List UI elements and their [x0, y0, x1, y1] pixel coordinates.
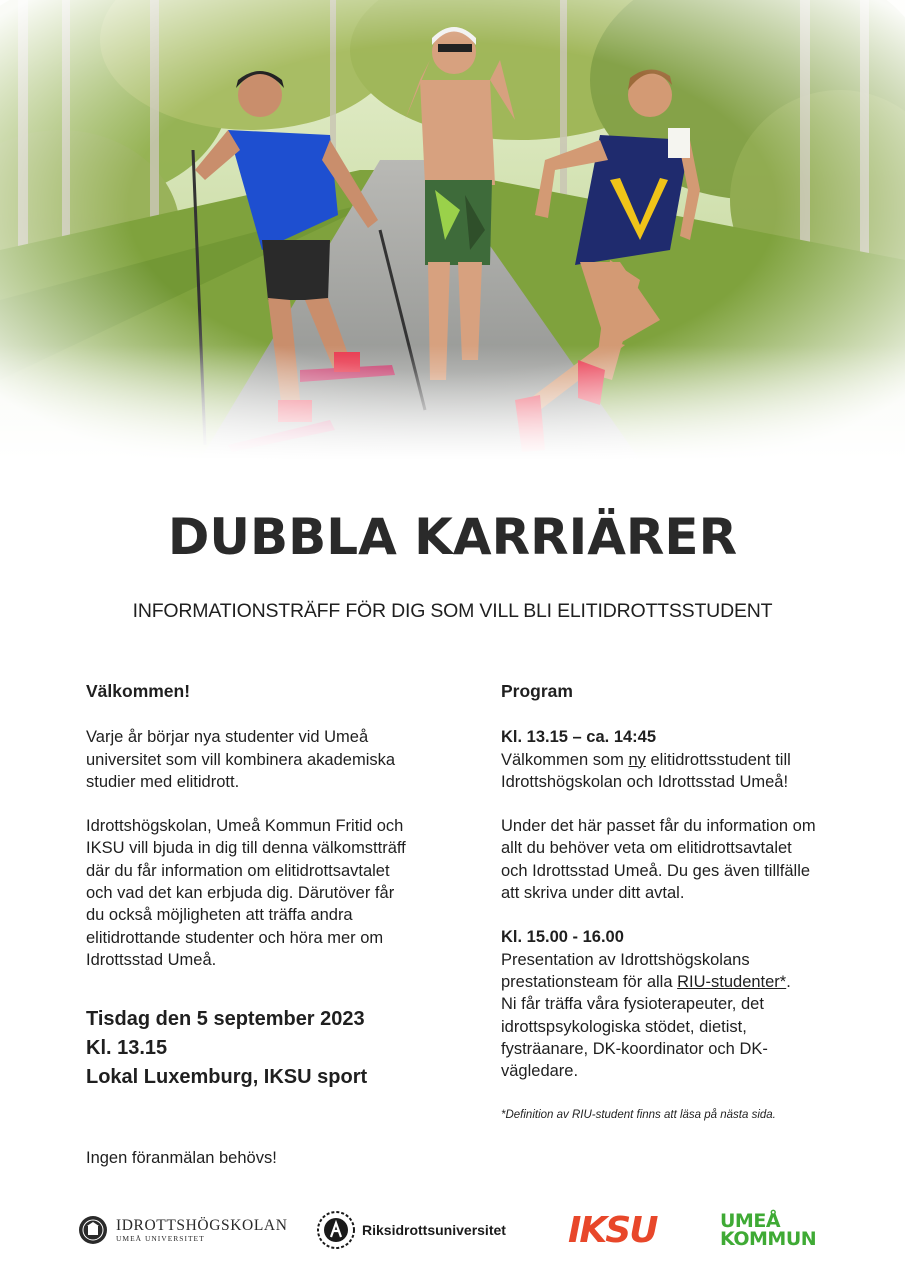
riu-footnote: *Definition av RIU-student finns att läsa på nästa sida. — [501, 1109, 776, 1122]
iksu-logo — [568, 1200, 656, 1260]
slot-1-new-emphasis: ny — [628, 750, 646, 769]
riu-emblem-icon — [316, 1210, 356, 1250]
slot-2-text-b: . Ni får träffa våra fysioterapeuter, det idrottspsykologiska stödet, dietist, fysträanare, DK-koordinator och DK- vägledare. — [501, 972, 791, 1081]
partner-logos — [0, 1200, 905, 1260]
hero-image — [0, 0, 905, 460]
program-column — [501, 680, 841, 1127]
umea-wordmark: UMEÅ — [720, 1210, 781, 1232]
riksidrottsuniversitet-logo — [316, 1200, 506, 1260]
kommun-wordmark: KOMMUN — [720, 1228, 817, 1250]
iksu-wordmark: IKSU — [568, 1209, 657, 1251]
slot-1-text-a: Välkommen som — [501, 750, 629, 769]
riksidrottsuniversitet-name: Riksidrottsuniversitet — [362, 1222, 506, 1238]
university-seal-icon — [78, 1215, 108, 1245]
slot-2-text-a: Presentation av Idrottshögskolans prestationsteam för alla — [501, 950, 750, 991]
idrottshogskolan-name: IDROTTSHÖGSKOLAN — [116, 1217, 288, 1234]
slot-1-time: Kl. 13.15 – ca. 14:45 — [501, 728, 657, 747]
program-slot-1-details: Under det här passet får du information om allt du behöver veta om elitidrottsavtalet och Idrottsstad Umeå. Du ges även tillfälle att skriva under ditt avtal. — [501, 817, 816, 903]
welcome-paragraph-1: Varje år börjar nya studenter vid Umeå universitet som vill kombinera akademiska studier med elitidrott. — [86, 728, 396, 791]
program-heading: Program — [501, 681, 573, 701]
welcome-column — [86, 680, 436, 1092]
idrottshogskolan-logo — [78, 1200, 288, 1260]
page-subtitle: INFORMATIONSTRÄFF FÖR DIG SOM VILL BLI ELITIDROTTSSTUDENT — [132, 600, 773, 622]
riu-students-link[interactable]: RIU-studenter* — [677, 972, 787, 991]
program-slot-1 — [501, 726, 841, 793]
registration-note: Ingen föranmälan behövs! — [86, 1149, 277, 1167]
event-details: Tisdag den 5 september 2023 Kl. 13.15 Lokal Luxemburg, IKSU sport — [86, 1008, 368, 1089]
page-title: DUBBLA KARRIÄRER — [167, 508, 738, 566]
welcome-paragraph-2: Idrottshögskolan, Umeå Kommun Fritid och IKSU vill bjuda in dig till denna välkomstträff där du får information om elitidrottsavtalet och vad det kan erbjuda dig. Därutöver får du också möjligheten att träffa andra elitidrottande studenter och höra mer om Idrottsstad Umeå. — [86, 817, 406, 969]
slot-1-text-b: elitidrottsstudent till Idrottshögskolan och Idrottsstad Umeå! — [501, 750, 791, 791]
welcome-heading: Välkommen! — [86, 681, 191, 701]
umea-universitet-name: UMEÅ UNIVERSITET — [116, 1234, 205, 1243]
program-slot-2 — [501, 926, 841, 1082]
umea-kommun-logo — [720, 1200, 816, 1260]
slot-2-time: Kl. 15.00 - 16.00 — [501, 928, 624, 947]
